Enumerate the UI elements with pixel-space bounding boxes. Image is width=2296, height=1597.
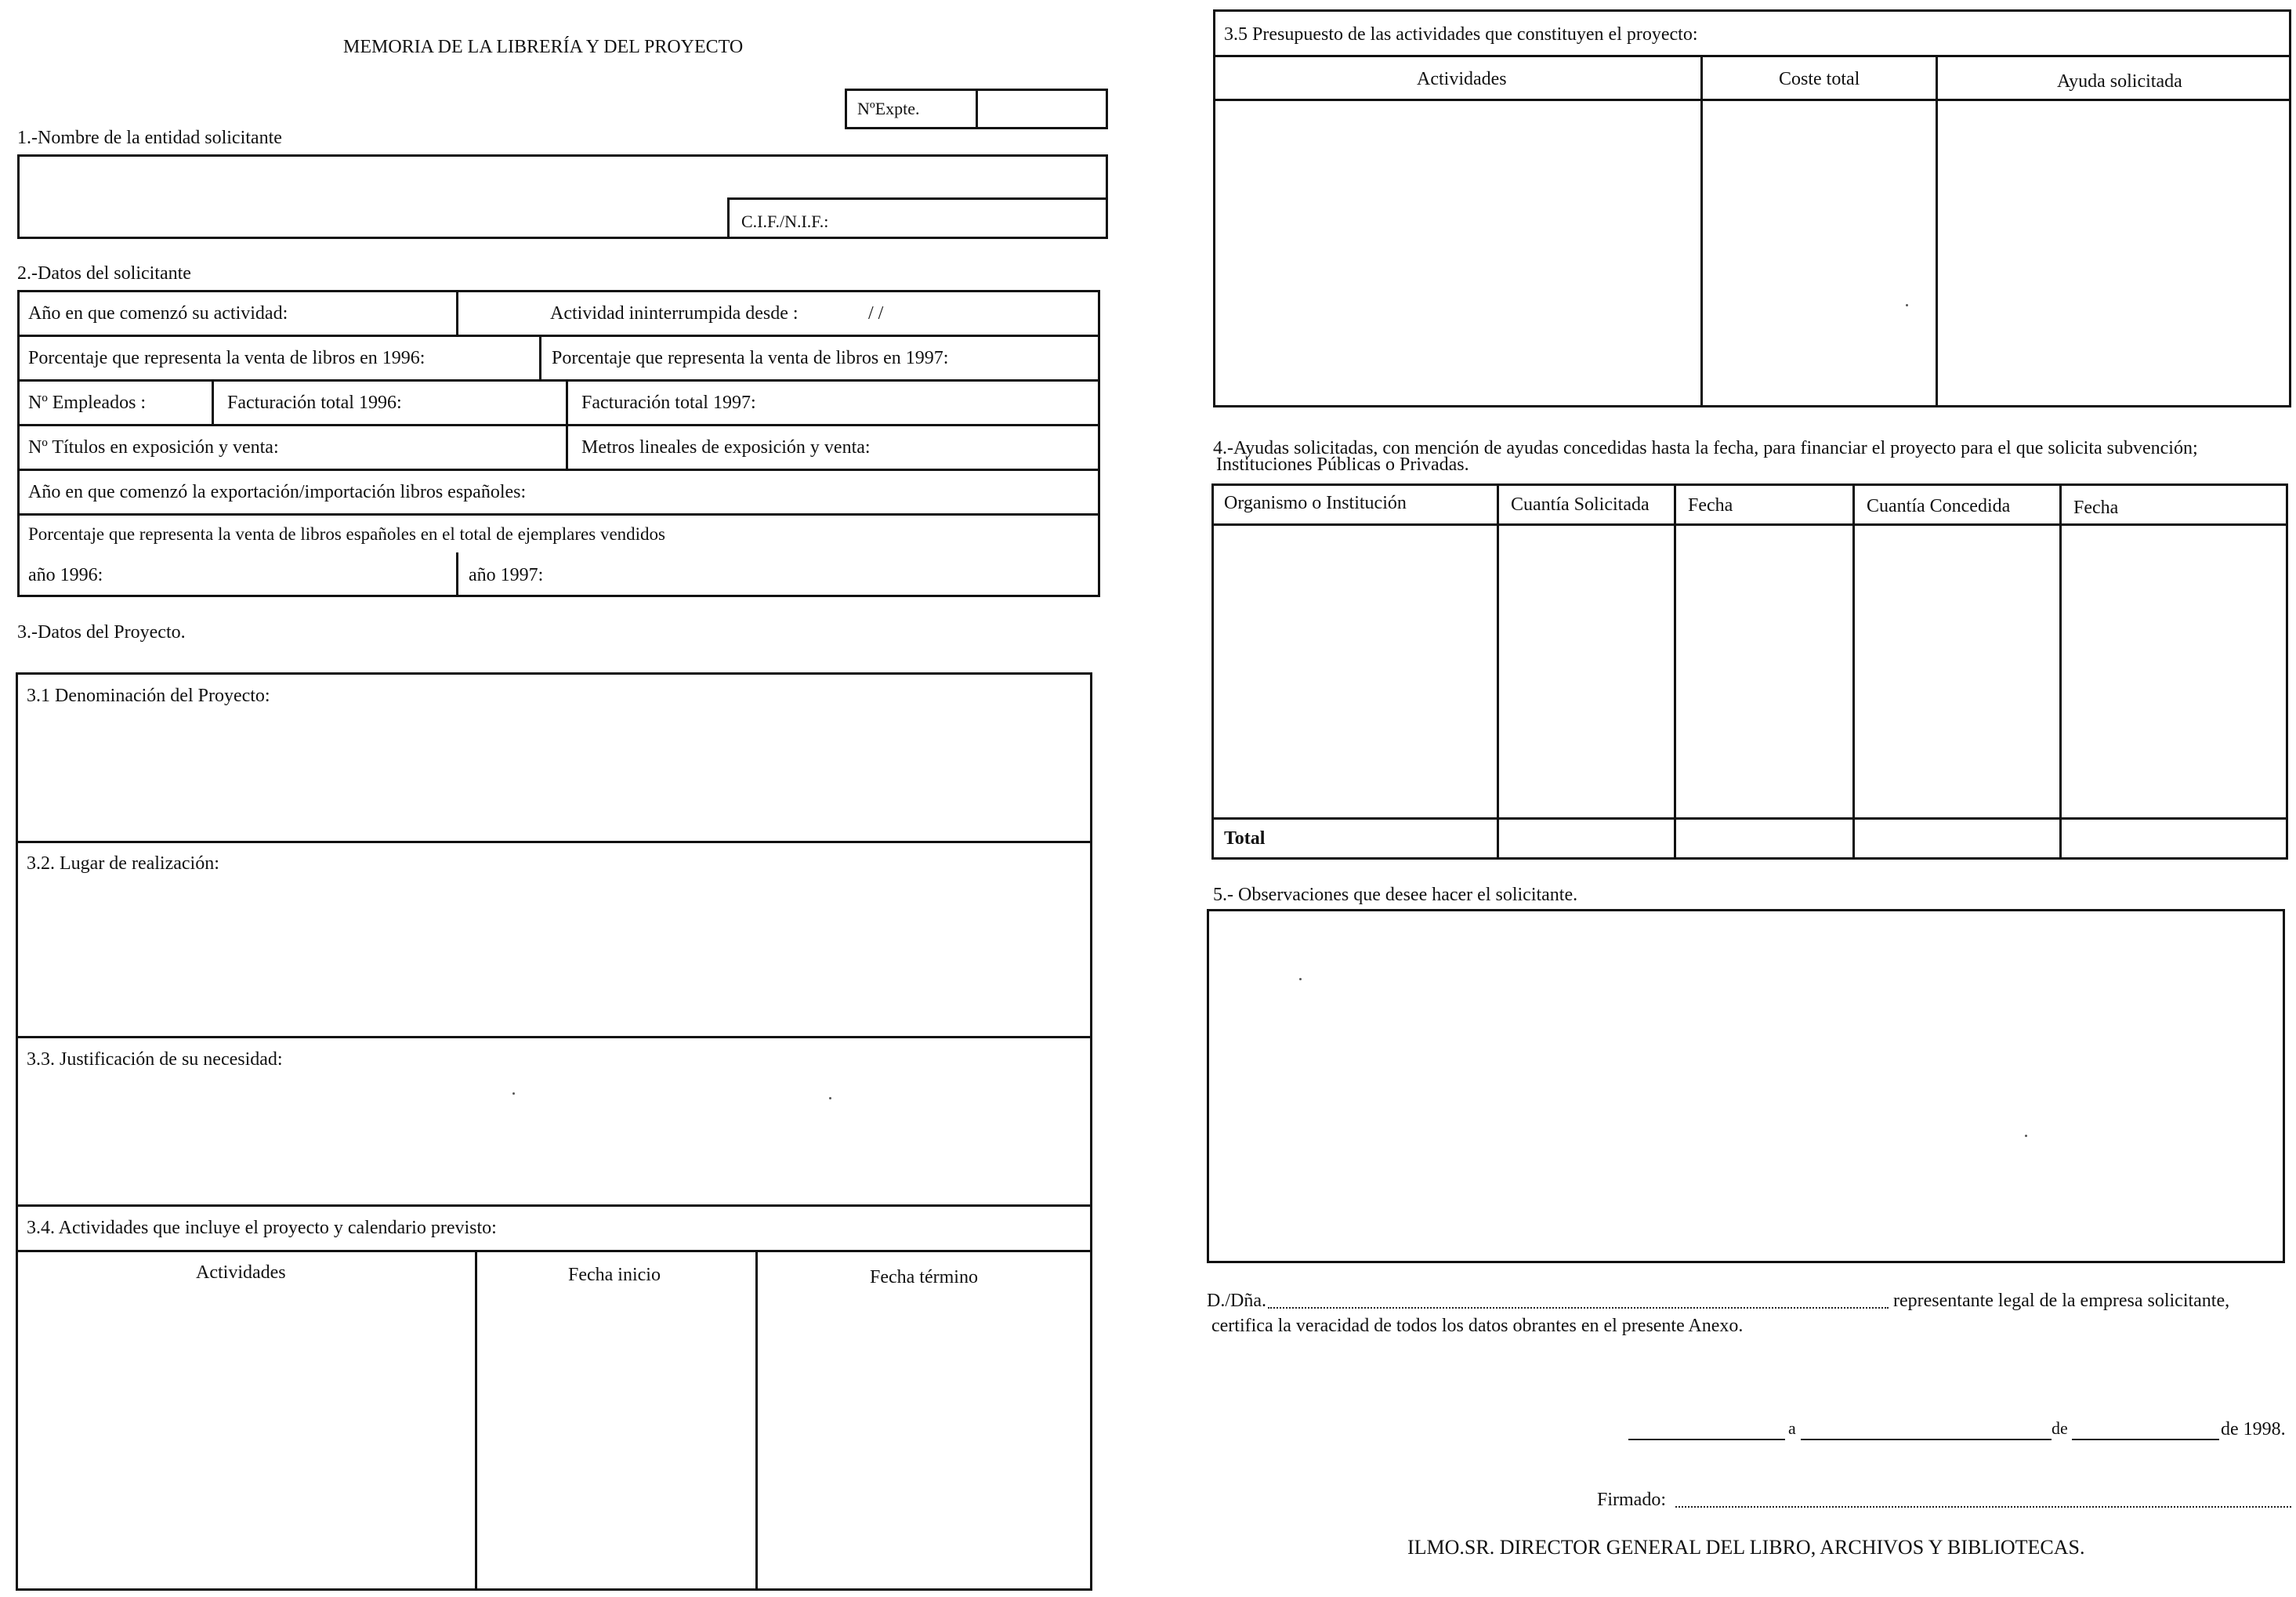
destinatario-text: ILMO.SR. DIRECTOR GENERAL DEL LIBRO, ARCHIVOS Y BIBLIOTECAS. <box>1407 1536 2085 1559</box>
year-label: de 1998. <box>2221 1419 2286 1439</box>
titulos-label[interactable]: Nº Títulos en exposición y venta: <box>28 437 279 458</box>
section2-label: 2.-Datos del solicitante <box>17 263 191 284</box>
empleados-label[interactable]: Nº Empleados : <box>28 393 147 413</box>
scan-speck <box>1299 978 1302 980</box>
presupuesto-col-ayuda: Ayuda solicitada <box>2057 71 2182 92</box>
actividad-desde-label[interactable]: Actividad ininterrumpida desde : <box>550 303 799 324</box>
metros-label[interactable]: Metros lineales de exposición y venta: <box>581 437 871 458</box>
actividades-calendario-label: 3.4. Actividades que incluye el proyecto y calendario previsto: <box>27 1218 497 1238</box>
section4-label-line2: Instituciones Públicas o Privadas. <box>1216 454 1469 475</box>
col-fecha-inicio: Fecha inicio <box>568 1265 661 1285</box>
signature-field[interactable] <box>1675 1506 2291 1508</box>
expediente-label: NºExpte. <box>857 99 920 118</box>
anio-1996-label[interactable]: año 1996: <box>28 565 103 585</box>
anio-1997-label[interactable]: año 1997: <box>469 565 544 585</box>
section5-label: 5.- Observaciones que desee hacer el solicitante. <box>1213 885 1578 905</box>
presupuesto-col-coste: Coste total <box>1779 69 1860 89</box>
section1-label: 1.-Nombre de la entidad solicitante <box>17 128 282 148</box>
lugar-label: 3.2. Lugar de realización: <box>27 853 219 874</box>
certifica-text: certifica la veracidad de todos los datos obrantes en el presente Anexo. <box>1211 1316 1744 1336</box>
justificacion-input[interactable] <box>19 1074 1089 1202</box>
denominacion-label: 3.1 Denominación del Proyecto: <box>27 686 270 706</box>
form-title: MEMORIA DE LA LIBRERÍA Y DEL PROYECTO <box>343 37 744 57</box>
de-label: de <box>2052 1418 2068 1438</box>
firmado-label: Firmado: <box>1597 1490 1666 1510</box>
lugar-input[interactable] <box>19 878 1089 1033</box>
denominacion-input[interactable] <box>19 710 1089 838</box>
justificacion-label: 3.3. Justificación de su necesidad: <box>27 1049 283 1070</box>
observaciones-input[interactable] <box>1210 912 2282 1260</box>
col-fecha-termino: Fecha término <box>870 1267 978 1287</box>
ayudas-total-label: Total <box>1224 828 1266 849</box>
pct-espanoles-label: Porcentaje que representa la venta de libros españoles en el total de ejemplares vendidos <box>28 524 665 544</box>
pct-1997-label[interactable]: Porcentaje que representa la venta de libros en 1997: <box>552 348 949 368</box>
presupuesto-col-actividades: Actividades <box>1417 69 1507 89</box>
dona-label: D./Dña. <box>1207 1291 1266 1311</box>
ayudas-col-organismo: Organismo o Institución <box>1224 493 1407 513</box>
anio-inicio-label[interactable]: Año en que comenzó su actividad: <box>28 303 288 324</box>
ayudas-col-cuantia-concedida: Cuantía Concedida <box>1867 496 2011 516</box>
cif-input[interactable] <box>846 201 1105 237</box>
scan-speck <box>829 1097 831 1099</box>
ayudas-col-fecha: Fecha <box>1688 495 1733 516</box>
scan-speck <box>1906 304 1908 306</box>
date-separator: / / <box>868 303 884 324</box>
scan-speck <box>512 1092 515 1095</box>
section4-table <box>1211 483 2288 860</box>
col-actividades: Actividades <box>196 1262 286 1283</box>
day-field[interactable] <box>1801 1439 2052 1440</box>
representante-text: representante legal de la empresa solicitante, <box>1893 1291 2230 1311</box>
expediente-input[interactable] <box>980 91 1105 127</box>
ayudas-col-fecha-2: Fecha <box>2073 498 2119 518</box>
section35-label: 3.5 Presupuesto de las actividades que constituyen el proyecto: <box>1224 24 1698 45</box>
month-field[interactable] <box>2072 1439 2219 1440</box>
entity-name-input[interactable] <box>20 157 1102 197</box>
dona-name-field[interactable] <box>1268 1307 1889 1309</box>
fact-1996-label[interactable]: Facturación total 1996: <box>227 393 402 413</box>
scan-speck <box>2025 1135 2027 1137</box>
cif-label: C.I.F./N.I.F.: <box>741 212 829 231</box>
fact-1997-label[interactable]: Facturación total 1997: <box>581 393 756 413</box>
pct-1996-label[interactable]: Porcentaje que representa la venta de libros en 1996: <box>28 348 426 368</box>
a-label: a <box>1788 1418 1796 1438</box>
section3-label: 3.-Datos del Proyecto. <box>17 622 186 643</box>
section35-box <box>1213 9 2291 407</box>
anio-export-label[interactable]: Año en que comenzó la exportación/importación libros españoles: <box>28 482 527 502</box>
section4-label: 4.-Ayudas solicitadas, con mención de ayudas concedidas hasta la fecha, para financiar el proyecto para el que solicita subvención; <box>1213 438 2198 458</box>
ayudas-col-cuantia-solicitada: Cuantía Solicitada <box>1511 494 1650 515</box>
place-field[interactable] <box>1628 1439 1785 1440</box>
